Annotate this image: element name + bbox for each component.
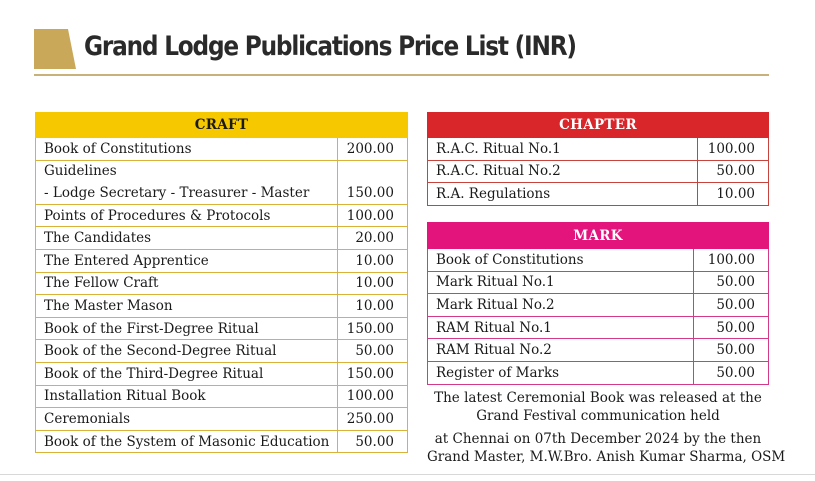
table-row	[428, 294, 769, 317]
table-row	[36, 227, 408, 250]
item-name: Book of the Third-Degree Ritual	[36, 362, 338, 385]
table-row	[36, 340, 408, 363]
item-price: 50.00	[698, 160, 769, 183]
release-note-line: The latest Ceremonial Book was released at the	[434, 390, 762, 406]
item-name: R.A.C. Ritual No.2	[428, 160, 698, 183]
table-row	[36, 160, 408, 182]
item-price: 150.00	[338, 317, 408, 340]
page-title: Grand Lodge Publications Price List (INR)	[84, 31, 576, 62]
table-row	[428, 271, 769, 294]
item-price: 250.00	[338, 408, 408, 431]
item-price: 100.00	[694, 249, 769, 272]
item-price: 50.00	[338, 430, 408, 453]
item-name: The Master Mason	[36, 295, 338, 318]
release-note-line: Grand Festival communication held	[476, 407, 720, 424]
craft-header: CRAFT	[36, 113, 408, 138]
item-price: 10.00	[698, 183, 769, 206]
release-note	[427, 390, 786, 466]
table-row	[36, 385, 408, 408]
release-note-line: Grand Master, M.W.Bro. Anish Kumar Sharma, OSM	[427, 448, 786, 465]
item-price: 50.00	[694, 271, 769, 294]
item-name: Book of Constitutions	[36, 138, 338, 161]
item-name: - Lodge Secretary - Treasurer - Master	[36, 182, 338, 204]
item-name: Points of Procedures & Protocols	[36, 204, 338, 227]
item-name: Mark Ritual No.1	[428, 271, 694, 294]
item-name: Ceremonials	[36, 408, 338, 431]
item-name: Book of the Second-Degree Ritual	[36, 340, 338, 363]
table-row	[428, 339, 769, 362]
table-row	[428, 316, 769, 339]
item-price: 150.00	[338, 182, 408, 204]
mark-header: MARK	[428, 223, 769, 249]
item-price: 50.00	[694, 316, 769, 339]
table-row	[428, 138, 769, 161]
item-price: 100.00	[338, 204, 408, 227]
release-note-line: at Chennai on 07th December 2024 by the then	[434, 431, 762, 447]
item-name: R.A. Regulations	[428, 183, 698, 206]
table-row	[36, 408, 408, 431]
table-row	[36, 182, 408, 204]
chapter-price-table	[427, 112, 769, 206]
table-row	[428, 249, 769, 272]
item-price: 200.00	[338, 138, 408, 161]
item-name: Register of Marks	[428, 361, 694, 384]
chapter-header: CHAPTER	[428, 113, 769, 138]
item-price	[338, 160, 408, 182]
item-name: The Candidates	[36, 227, 338, 250]
bottom-divider	[0, 474, 815, 475]
item-name: Book of the First-Degree Ritual	[36, 317, 338, 340]
item-name: RAM Ritual No.2	[428, 339, 694, 362]
craft-price-table	[35, 112, 408, 453]
title-divider	[34, 74, 769, 76]
item-price: 50.00	[694, 361, 769, 384]
table-row	[36, 430, 408, 453]
table-row	[36, 295, 408, 318]
mark-price-table	[427, 222, 769, 385]
item-price: 50.00	[338, 340, 408, 363]
item-price: 100.00	[338, 385, 408, 408]
item-name: Guidelines	[36, 160, 338, 182]
item-name: Book of the System of Masonic Education	[36, 430, 338, 453]
item-price: 20.00	[338, 227, 408, 250]
item-price: 100.00	[698, 138, 769, 161]
table-row	[36, 138, 408, 161]
item-price: 10.00	[338, 272, 408, 295]
table-row	[36, 204, 408, 227]
item-name: The Fellow Craft	[36, 272, 338, 295]
table-row	[36, 249, 408, 272]
table-row	[428, 183, 769, 206]
item-price: 50.00	[694, 339, 769, 362]
item-price: 150.00	[338, 362, 408, 385]
table-row	[428, 361, 769, 384]
title-accent-mark	[34, 29, 76, 69]
item-name: Installation Ritual Book	[36, 385, 338, 408]
table-row	[36, 272, 408, 295]
item-price: 50.00	[694, 294, 769, 317]
item-name: RAM Ritual No.1	[428, 316, 694, 339]
table-row	[36, 317, 408, 340]
item-price: 10.00	[338, 295, 408, 318]
item-name: Book of Constitutions	[428, 249, 694, 272]
item-name: The Entered Apprentice	[36, 249, 338, 272]
item-name: Mark Ritual No.2	[428, 294, 694, 317]
table-row	[428, 160, 769, 183]
item-name: R.A.C. Ritual No.1	[428, 138, 698, 161]
item-price: 10.00	[338, 249, 408, 272]
table-row	[36, 362, 408, 385]
